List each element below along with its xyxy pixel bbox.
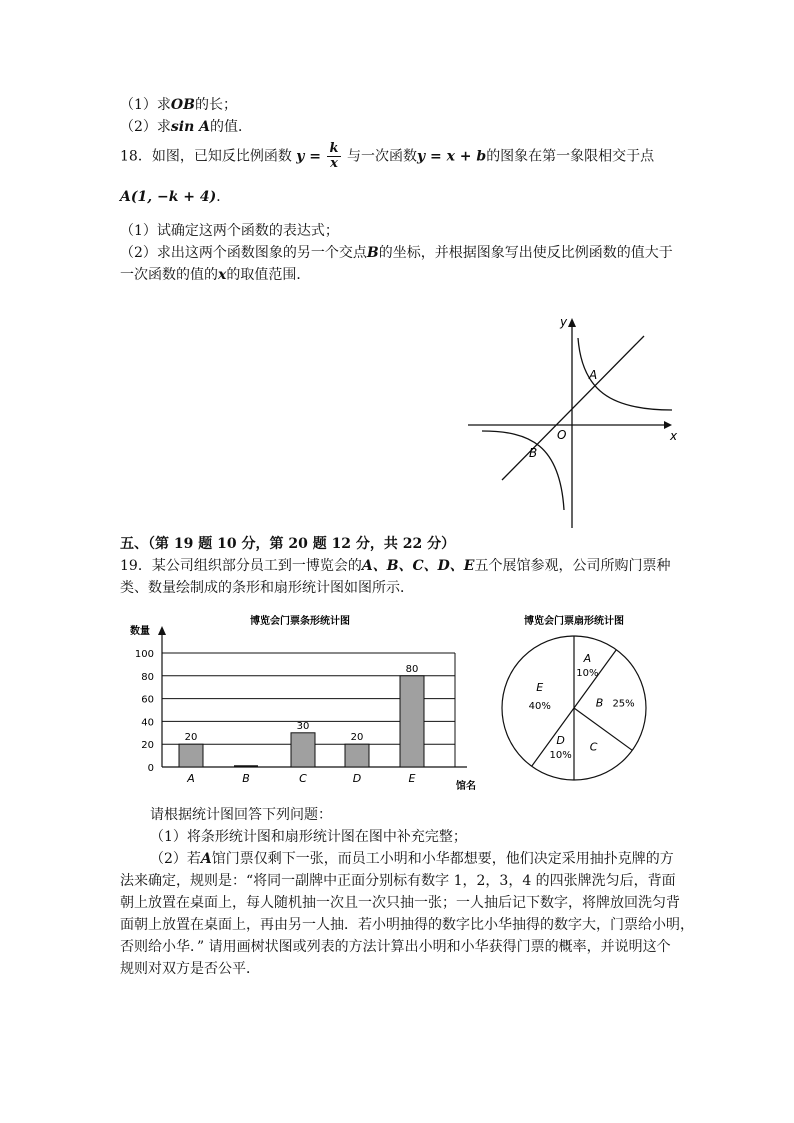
x-axis-arrow bbox=[664, 421, 672, 429]
q18-f1-lhs: y = bbox=[296, 148, 322, 165]
y-axis-label: y bbox=[560, 315, 568, 329]
q19-intro: 19．某公司组织部分员工到一博览会的A、B、C、D、E五个展馆参观，公司所购门票种 bbox=[120, 558, 671, 574]
q17-p1-symbol: OB bbox=[170, 97, 195, 113]
q19-sub1: （1）将条形统计图和扇形统计图在图中补充完整； bbox=[150, 829, 467, 845]
y-tick-label-0: 0 bbox=[147, 763, 154, 774]
q18-part1: （1）试确定这两个函数的表达式； bbox=[120, 223, 339, 239]
q18-function-graph bbox=[460, 310, 700, 535]
pie-percent-A: 10% bbox=[576, 667, 599, 679]
bar-chart bbox=[120, 610, 485, 800]
q19-sub2-line5: 否则给小华．” 请用画树状图或列表的方法计算出小明和小华获得门票的概率，并说明这个 bbox=[120, 939, 671, 955]
y-tick-label-80: 80 bbox=[141, 671, 154, 683]
pie-label-E: E bbox=[536, 680, 544, 694]
y-tick-label-40: 40 bbox=[141, 717, 154, 729]
q19-sub2: （2）若A馆门票仅剩下一张，而员工小明和小华都想要，他们决定采用抽扑克牌的方 bbox=[150, 851, 674, 867]
pie-label-D: D bbox=[556, 734, 565, 748]
bar-chart-title: 博览会门票条形统计图 bbox=[250, 616, 350, 627]
q17-p2-symbol: sin A bbox=[170, 119, 211, 135]
pie-percent-E: 40% bbox=[528, 700, 551, 712]
q19-intro-cont: 类、数量绘制成的条形和扇形统计图如图所示． bbox=[120, 580, 414, 596]
x-axis-label: x bbox=[670, 429, 678, 443]
section-5-heading: 五、（第 19 题 10 分，第 20 题 12 分，共 22 分） bbox=[120, 536, 456, 552]
pie-percent-D: 10% bbox=[549, 750, 572, 762]
bar-value-label-D: 20 bbox=[350, 732, 364, 744]
q18-fraction: $\frac{k}{x}$ bbox=[329, 141, 339, 171]
y-axis-arrow bbox=[568, 318, 576, 327]
q18-point-a: A(1, −k + 4)． bbox=[120, 189, 231, 205]
bar-value-label-E: 80 bbox=[405, 663, 419, 675]
q17-part1: （1）求OB的长； bbox=[120, 97, 237, 113]
point-b-label: B bbox=[529, 446, 538, 460]
hyperbola-branch-q3 bbox=[482, 431, 564, 510]
linear-function-line bbox=[502, 336, 644, 480]
y-tick-label-20: 20 bbox=[141, 740, 154, 752]
pie-chart-title: 博览会门票扇形统计图 bbox=[524, 616, 624, 627]
bar-C bbox=[291, 733, 315, 767]
bar-value-label-A: 20 bbox=[184, 732, 198, 744]
x-tick-label-D: D bbox=[352, 772, 362, 785]
pie-chart bbox=[498, 610, 658, 790]
q19-sub2-line4: 面朝上放置在桌面上，再由另一人抽．若小明抽得的数字比小华抽得的数字大，门票给小明， bbox=[120, 917, 694, 933]
pie-label-C: C bbox=[589, 740, 598, 754]
pie-label-B: B bbox=[595, 696, 604, 710]
q19-sub2-line3: 朝上放置在桌面上，每人随机抽一次且一次只抽一张；一人抽后记下数字，将牌放回洗匀背 bbox=[120, 895, 680, 911]
y-tick-label-60: 60 bbox=[141, 694, 154, 706]
x-tick-label-B: B bbox=[242, 772, 250, 785]
y-tick-label-100: 100 bbox=[134, 649, 154, 660]
q19-sub2-line2: 法来确定，规则是：“将同一副牌中正面分别标有数字 1，2，3，4 的四张牌洗匀后，背面 bbox=[120, 873, 676, 889]
pie-label-A: A bbox=[583, 651, 592, 665]
q18-intro: 18．如图，已知反比例函数 y = $\frac{k}{x}$ 与一次函数y = x + b的图象在第一象限相交于点 bbox=[120, 141, 655, 171]
point-a-label: A bbox=[589, 368, 598, 382]
x-tick-label-E: E bbox=[408, 772, 416, 785]
origin-label: O bbox=[557, 428, 567, 442]
bar-E bbox=[400, 676, 424, 767]
bar-value-label-C: 30 bbox=[296, 720, 310, 732]
q19-sub2-line6: 规则对双方是否公平． bbox=[120, 961, 260, 977]
q18-part2-cont: 一次函数的值的x的取值范围． bbox=[120, 267, 311, 283]
x-tick-label-A: A bbox=[187, 772, 195, 785]
q18-part2: （2）求出这两个函数图象的另一个交点B的坐标，并根据图象写出使反比例函数的值大于 bbox=[120, 245, 673, 261]
q19-prompt: 请根据统计图回答下列问题： bbox=[150, 807, 332, 823]
bar-chart-x-label: 馆名 bbox=[456, 781, 476, 792]
bar-D bbox=[345, 744, 369, 767]
pie-percent-B: 25% bbox=[612, 698, 635, 710]
bar-A bbox=[179, 744, 203, 767]
q17-part2: （2）求sin A的值． bbox=[120, 119, 253, 135]
bar-chart-y-label: 数量 bbox=[130, 626, 150, 637]
bar-y-axis-arrow bbox=[158, 626, 166, 635]
x-tick-label-C: C bbox=[299, 772, 307, 785]
q18-f2: y = x + b bbox=[416, 148, 487, 165]
